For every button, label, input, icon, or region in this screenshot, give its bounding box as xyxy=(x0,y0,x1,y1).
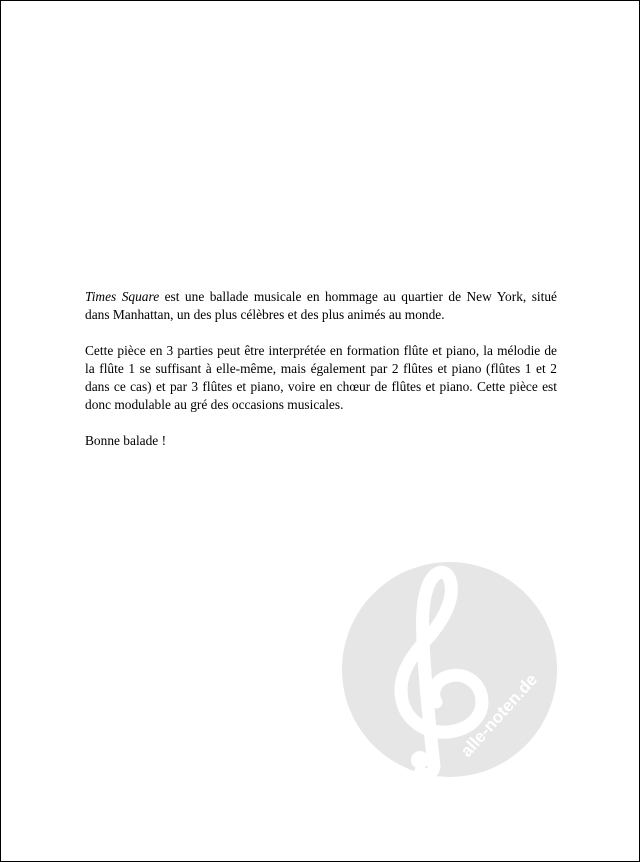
watermark-text: alle-noten.de xyxy=(456,670,542,761)
description-paragraph: Cette pièce en 3 parties peut être interprétée en formation flûte et piano, la mélodie de la flûte 1 se suffisant à elle-même, mais également par 2 flûtes et piano (flûtes 1 et 2 dans ce cas) et par 3 flûtes et piano, voire en chœur de flûtes et piano. Cette pièce est donc modulable au gré des occasions musicales. xyxy=(85,343,557,412)
text-block xyxy=(85,288,557,468)
piece-title: Times Square xyxy=(85,289,160,304)
closing-paragraph: Bonne balade ! xyxy=(85,433,167,448)
intro-paragraph xyxy=(85,288,557,324)
intro-text: est une ballade musicale en hommage au quartier de New York, situé dans Manhattan, un des plus célèbres et des plus animés au monde. xyxy=(85,289,557,322)
watermark-logo xyxy=(342,562,557,777)
